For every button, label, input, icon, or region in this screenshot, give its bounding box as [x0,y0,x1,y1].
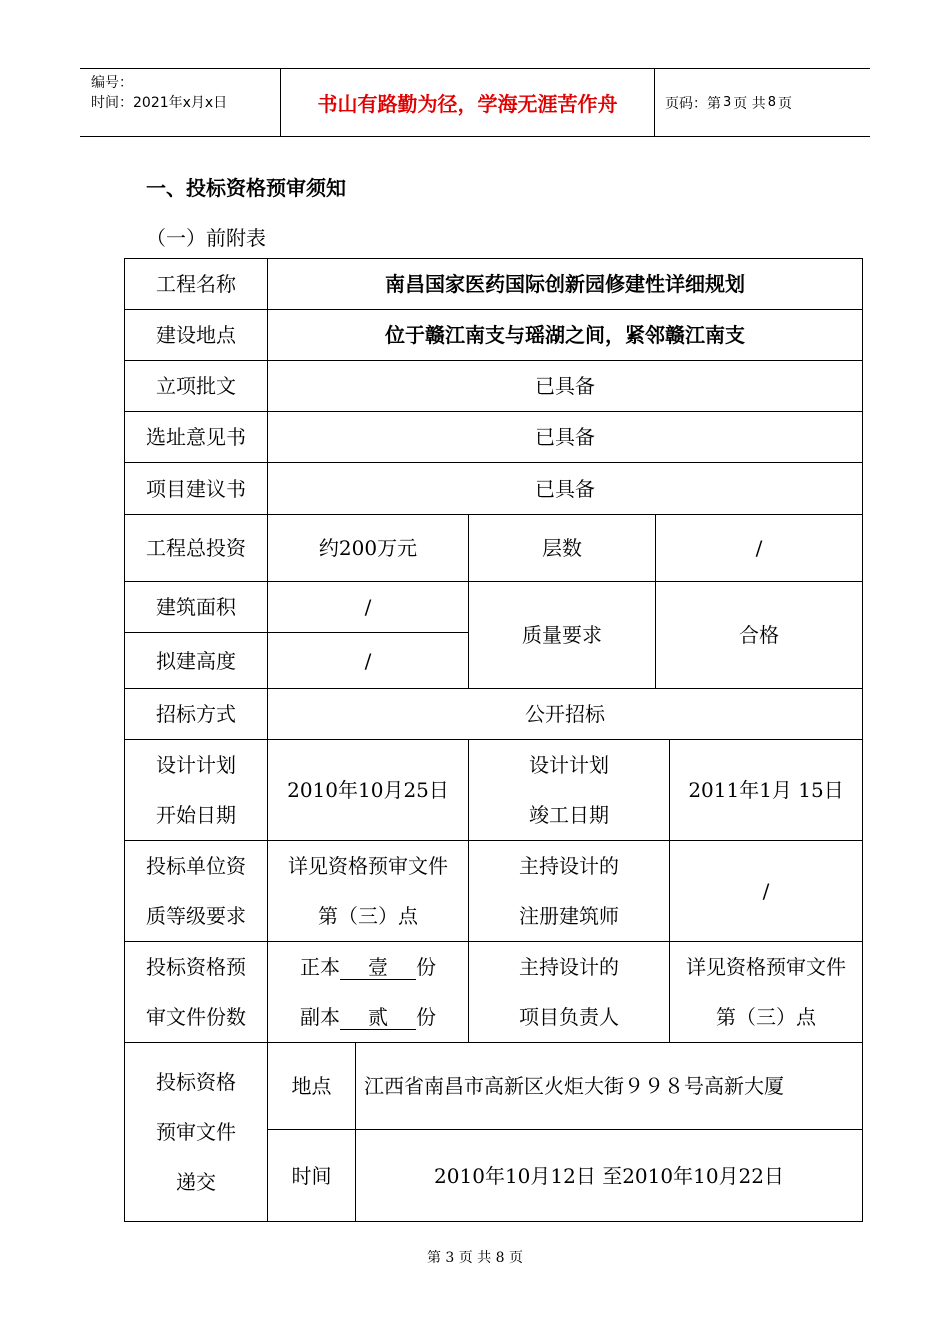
architect-label-line2: 注册建筑师 [519,904,619,928]
original-suffix: 份 [416,955,436,979]
page-total: 8 [767,95,777,110]
location-value: 位于赣江南支与瑶湖之间，紧邻赣江南支 [268,310,863,361]
qualification-value [268,841,469,942]
table-row [125,689,863,740]
copy-prefix: 副本 [300,1005,340,1029]
duplicate-copies [268,992,468,1042]
end-date-value: 2011年1月 15日 [670,740,863,841]
investment-label: 工程总投资 [125,515,268,582]
submit-label-line3: 递交 [176,1170,216,1194]
project-name-label: 工程名称 [125,259,268,310]
place-label: 地点 [268,1043,356,1130]
leader-label-line1: 主持设计的 [519,955,619,979]
end-label-line1: 设计计划 [529,753,609,777]
copy-suffix: 份 [416,1005,436,1029]
area-label: 建筑面积 [125,582,268,633]
end-label-line2: 竣工日期 [529,803,609,827]
table-row [125,259,863,310]
project-leader-value [670,942,863,1043]
end-date-label [469,740,670,841]
original-prefix: 正本 [300,955,340,979]
submit-label-line2: 预审文件 [156,1120,236,1144]
header-page-info [655,69,870,136]
pre-attached-table [124,258,863,1222]
tender-method-label: 招标方式 [125,689,268,740]
proposal-value: 已具备 [268,463,863,515]
table-row [125,841,863,942]
time-label: 时间 [268,1130,356,1222]
site-opinion-value: 已具备 [268,412,863,463]
qual-value-line1: 详见资格预审文件 [288,854,448,878]
section-title: 一、投标资格预审须知 [146,176,346,200]
leader-value-line1: 详见资格预审文件 [686,955,847,979]
architect-value: / [670,841,863,942]
project-name-value: 南昌国家医药国际创新园修建性详细规划 [268,259,863,310]
qualification-label [125,841,268,942]
original-count: 壹 [340,955,416,980]
copies-label-line2: 审文件份数 [146,1005,246,1029]
quality-label: 质量要求 [469,582,656,689]
architect-label-line1: 主持设计的 [519,854,619,878]
copies-value [268,942,469,1043]
investment-value: 约200万元 [268,515,469,582]
site-opinion-label: 选址意见书 [125,412,268,463]
page-footer: 第 3 页 共 8 页 [426,1250,524,1266]
height-label: 拟建高度 [125,633,268,689]
copies-label [125,942,268,1043]
header-time: 时间：2021年x月x日 [91,95,228,111]
start-date-label [125,740,268,841]
original-copies [268,942,468,992]
page-prefix: 页码：第 [665,95,721,112]
header-number: 编号： [91,75,133,91]
approval-label: 立项批文 [125,361,268,412]
table-row [125,1043,863,1130]
submission-label [125,1043,268,1222]
table-row [125,310,863,361]
qual-label-line1: 投标单位资 [146,854,246,878]
page-mid: 页 共 [733,95,766,112]
place-value: 江西省南昌市高新区火炬大街９９８号高新大厦 [356,1043,863,1130]
subsection-title: （一）前附表 [146,226,266,250]
page-header [80,68,870,137]
page-suffix: 页 [778,95,793,112]
copies-label-line1: 投标资格预 [146,955,246,979]
tender-method-value: 公开招标 [268,689,863,740]
approval-value: 已具备 [268,361,863,412]
start-date-value: 2010年10月25日 [268,740,469,841]
leader-value-line2: 第（三）点 [716,1005,817,1029]
location-label: 建设地点 [125,310,268,361]
floors-value: / [656,515,863,582]
table-row [125,361,863,412]
architect-label [469,841,670,942]
time-value: 2010年10月12日 至2010年10月22日 [356,1130,863,1222]
header-motto: 书山有路勤为径，学海无涯苦作舟 [281,69,655,136]
table-row [125,740,863,841]
page-current: 3 [723,95,732,110]
table-row [125,463,863,515]
table-row [125,515,863,582]
copy-count: 贰 [340,1005,416,1030]
area-value: / [268,582,469,633]
table-row [125,582,863,633]
start-label-line2: 开始日期 [156,803,236,827]
leader-label-line2: 项目负责人 [519,1005,619,1029]
table-row [125,942,863,1043]
start-label-line1: 设计计划 [156,753,236,777]
qual-label-line2: 质等级要求 [146,904,246,928]
qual-value-line2: 第（三）点 [318,904,418,928]
header-meta [80,69,281,136]
quality-value: 合格 [656,582,863,689]
table-row [125,412,863,463]
proposal-label: 项目建议书 [125,463,268,515]
submit-label-line1: 投标资格 [156,1070,236,1094]
height-value: / [268,633,469,689]
floors-label: 层数 [469,515,656,582]
project-leader-label [469,942,670,1043]
